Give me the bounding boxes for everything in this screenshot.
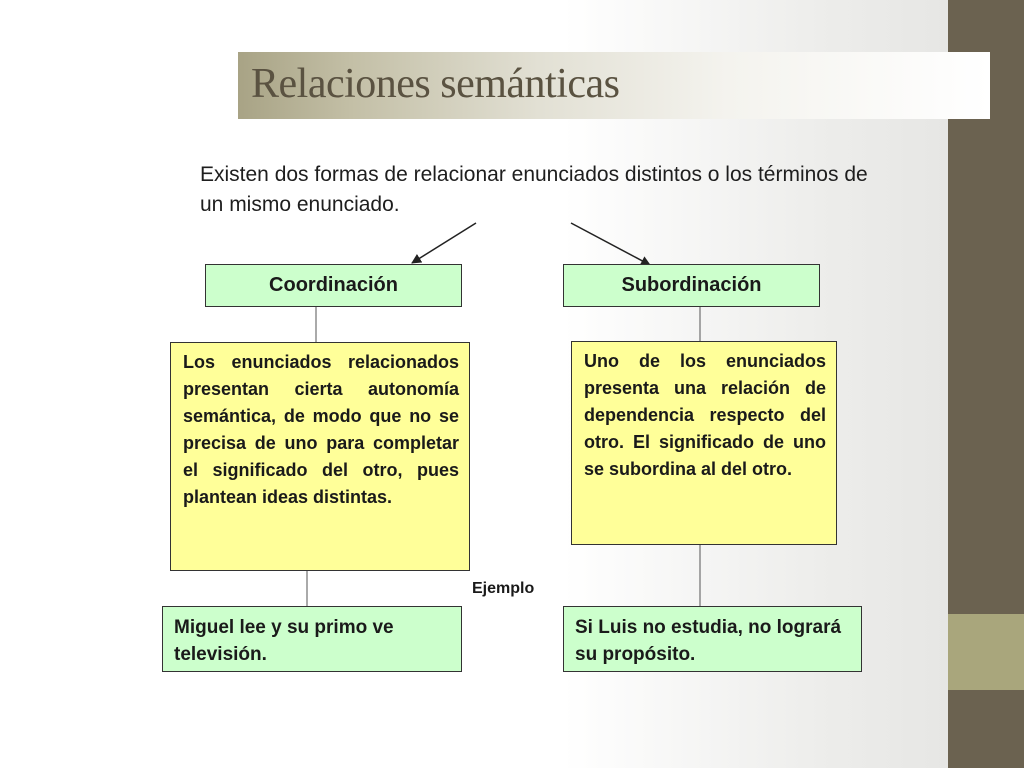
arrow-to-coordination <box>412 223 476 263</box>
coordination-heading: Coordinación <box>269 274 398 296</box>
coordination-heading-box <box>205 264 462 307</box>
subordination-heading: Subordinación <box>621 274 762 296</box>
subordination-example-box <box>563 606 862 672</box>
subordination-heading-box <box>563 264 820 307</box>
subordination-example: Si Luis no estudia, no logrará su propósito. <box>575 617 842 665</box>
coordination-description: Los enunciados relacionados presentan cierta autonomía semántica, de modo que no se precisa de uno para completar el significado del otro, pues plantean ideas distintas. <box>183 352 459 507</box>
intro-text: Existen dos formas de relacionar enunciados distintos o los términos de un mismo enunciado. <box>200 163 868 216</box>
coordination-description-box <box>170 342 470 571</box>
example-label: Ejemplo <box>472 580 535 597</box>
coordination-example-box <box>162 606 462 672</box>
slide-title: Relaciones semánticas <box>251 61 620 107</box>
arrow-to-subordination <box>571 223 650 265</box>
subordination-description-box <box>571 341 837 545</box>
coordination-example: Miguel lee y su primo ve televisión. <box>174 617 394 665</box>
subordination-description: Uno de los enunciados presenta una relación de dependencia respecto del otro. El significado de uno se subordina al del otro. <box>584 351 826 479</box>
